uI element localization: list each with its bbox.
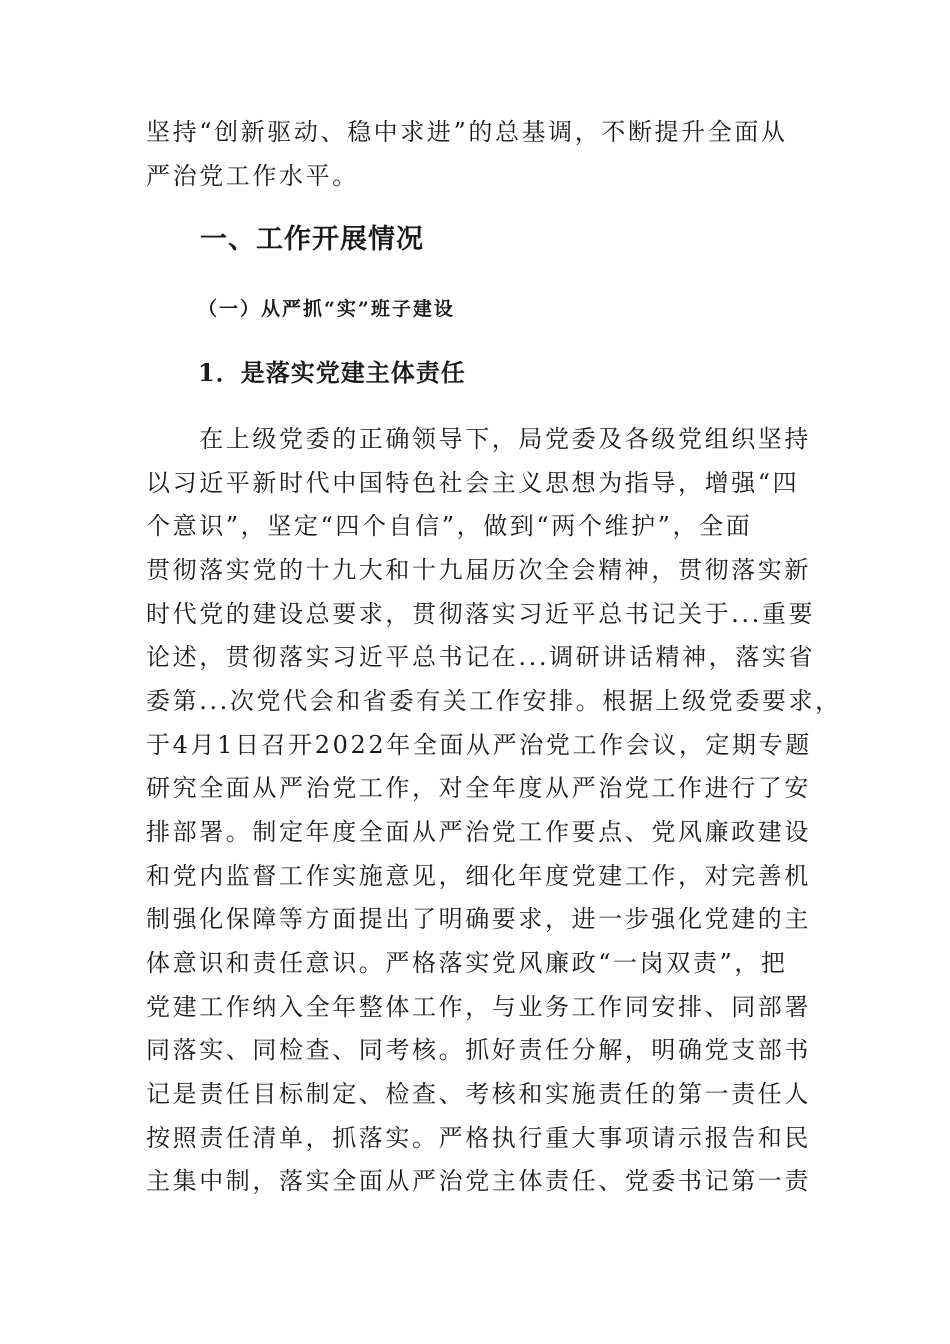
body-line-16: 记是责任目标制定、检查、考核和实施责任的第一责任人	[146, 1080, 811, 1108]
body-line-8: 于4月1日召开2022年全面从严治党工作会议，定期专题	[146, 731, 812, 759]
intro-line-2: 严治党工作水平。	[146, 162, 359, 190]
intro-line-1: 坚持“创新驱动、稳中求进”的总基调，不断提升全面从	[146, 118, 788, 146]
body-line-18: 主集中制，落实全面从严治党主体责任、党委书记第一责	[146, 1167, 811, 1195]
body-line-3: 个意识”，坚定“四个自信”，做到“两个维护”，全面	[146, 512, 753, 540]
item-heading: 1．是落实党建主体责任	[198, 358, 466, 387]
body-line-9: 研究全面从严治党工作，对全年度从严治党工作进行了安	[146, 774, 811, 802]
body-line-15: 同落实、同检查、同考核。抓好责任分解，明确党支部书	[146, 1036, 811, 1064]
body-line-12: 制强化保障等方面提出了明确要求，进一步强化党建的主	[146, 905, 811, 933]
body-line-4: 贯彻落实党的十九大和十九届历次全会精神，贯彻落实新	[146, 556, 811, 584]
body-line-11: 和党内监督工作实施意见，细化年度党建工作，对完善机	[146, 862, 811, 890]
body-line-6: 论述，贯彻落实习近平总书记在...调研讲话精神，落实省	[146, 643, 816, 671]
body-line-17: 按照责任清单，抓落实。严格执行重大事项请示报告和民	[146, 1124, 811, 1152]
body-line-7: 委第...次党代会和省委有关工作安排。根据上级党委要求，	[146, 687, 842, 715]
subsection-heading: （一）从严抓“实”班子建设	[198, 298, 455, 320]
body-line-14: 党建工作纳入全年整体工作，与业务工作同安排、同部署	[146, 993, 811, 1021]
body-line-2: 以习近平新时代中国特色社会主义思想为指导，增强“四	[146, 469, 800, 497]
body-line-13: 体意识和责任意识。严格落实党风廉政“一岗双责”，把	[146, 949, 788, 977]
section-heading: 一、工作开展情况	[200, 224, 424, 255]
body-line-1: 在上级党委的正确领导下，局党委及各级党组织坚持	[146, 425, 811, 453]
body-line-10: 排部署。制定年度全面从严治党工作要点、党风廉政建设	[146, 818, 811, 846]
body-line-5: 时代党的建设总要求，贯彻落实习近平总书记关于...重要	[146, 600, 816, 628]
